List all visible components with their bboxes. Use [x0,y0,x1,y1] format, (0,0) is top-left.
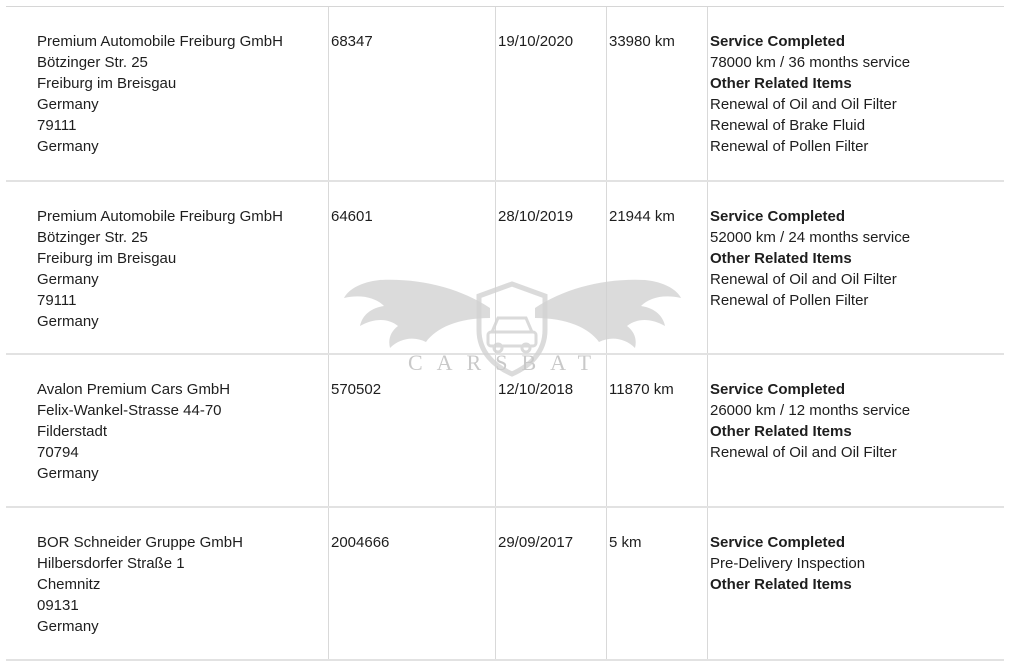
table-row [6,508,1004,661]
address-line: Hilbersdorfer Straße 1 [37,555,185,572]
mileage-cell [607,355,708,506]
service-type: Pre-Delivery Inspection [710,555,866,572]
service-details-cell [708,508,1004,659]
address-line: 70794 [37,444,79,461]
mileage: 5 km [609,534,642,551]
table-row [6,7,1004,182]
other-items-heading: Other Related Items [710,250,852,267]
dealer-name: Premium Automobile Freiburg GmbH [37,208,283,225]
dealer-name: Avalon Premium Cars GmbH [37,381,231,398]
related-item: Renewal of Brake Fluid [710,117,866,134]
table-row [6,182,1004,355]
date-cell [496,508,607,659]
date-cell [496,182,607,353]
service-history-table [6,6,1004,661]
mileage: 11870 km [609,381,674,398]
mileage-cell [607,7,708,180]
service-date: 12/10/2018 [498,381,574,398]
dealer-name: BOR Schneider Gruppe GmbH [37,534,243,551]
service-type: 78000 km / 36 months service [710,54,911,71]
service-date: 19/10/2020 [498,33,574,50]
related-item: Renewal of Pollen Filter [710,292,869,309]
service-completed-heading: Service Completed [710,381,846,398]
service-type: 52000 km / 24 months service [710,229,911,246]
service-details-cell [708,7,1004,180]
other-items-heading: Other Related Items [710,576,852,593]
invoice-cell [329,355,496,506]
service-details-cell [708,355,1004,506]
address-line: Chemnitz [37,576,101,593]
related-item: Renewal of Oil and Oil Filter [710,444,897,461]
invoice-number: 64601 [331,208,373,225]
invoice-cell [329,508,496,659]
dealer-name: Premium Automobile Freiburg GmbH [37,33,283,50]
address-line: Filderstadt [37,423,108,440]
dealer-address-cell [6,182,329,353]
service-date: 28/10/2019 [498,208,574,225]
dealer-address-cell [6,7,329,180]
table-row [6,355,1004,508]
service-type: 26000 km / 12 months service [710,402,911,419]
service-date: 29/09/2017 [498,534,574,551]
address-line: Freiburg im Breisgau [37,250,177,267]
service-completed-heading: Service Completed [710,208,846,225]
invoice-number: 2004666 [331,534,390,551]
invoice-number: 68347 [331,33,373,50]
date-cell [496,355,607,506]
address-line: 79111 [37,117,77,134]
watermark-text: CARSBAT [408,350,606,375]
service-completed-heading: Service Completed [710,33,846,50]
address-line: Freiburg im Breisgau [37,75,177,92]
address-line: 79111 [37,292,77,309]
address-line: Germany [37,618,99,635]
invoice-cell [329,182,496,353]
other-items-heading: Other Related Items [710,75,852,92]
address-line: Bötzinger Str. 25 [37,229,148,246]
service-completed-heading: Service Completed [710,534,846,551]
related-item: Renewal of Oil and Oil Filter [710,271,897,288]
address-line: Germany [37,465,99,482]
invoice-number: 570502 [331,381,382,398]
related-item: Renewal of Oil and Oil Filter [710,96,897,113]
address-line: Felix-Wankel-Strasse 44-70 [37,402,222,419]
mileage: 21944 km [609,208,675,225]
date-cell [496,7,607,180]
dealer-address-cell [6,355,329,506]
invoice-cell [329,7,496,180]
mileage-cell [607,182,708,353]
address-line: 09131 [37,597,79,614]
related-item: Renewal of Pollen Filter [710,138,869,155]
mileage-cell [607,508,708,659]
other-items-heading: Other Related Items [710,423,852,440]
address-line: Bötzinger Str. 25 [37,54,148,71]
address-line: Germany [37,96,99,113]
mileage: 33980 km [609,33,675,50]
dealer-address-cell [6,508,329,659]
address-line: Germany [37,138,99,155]
address-line: Germany [37,313,99,330]
service-details-cell [708,182,1004,353]
address-line: Germany [37,271,99,288]
